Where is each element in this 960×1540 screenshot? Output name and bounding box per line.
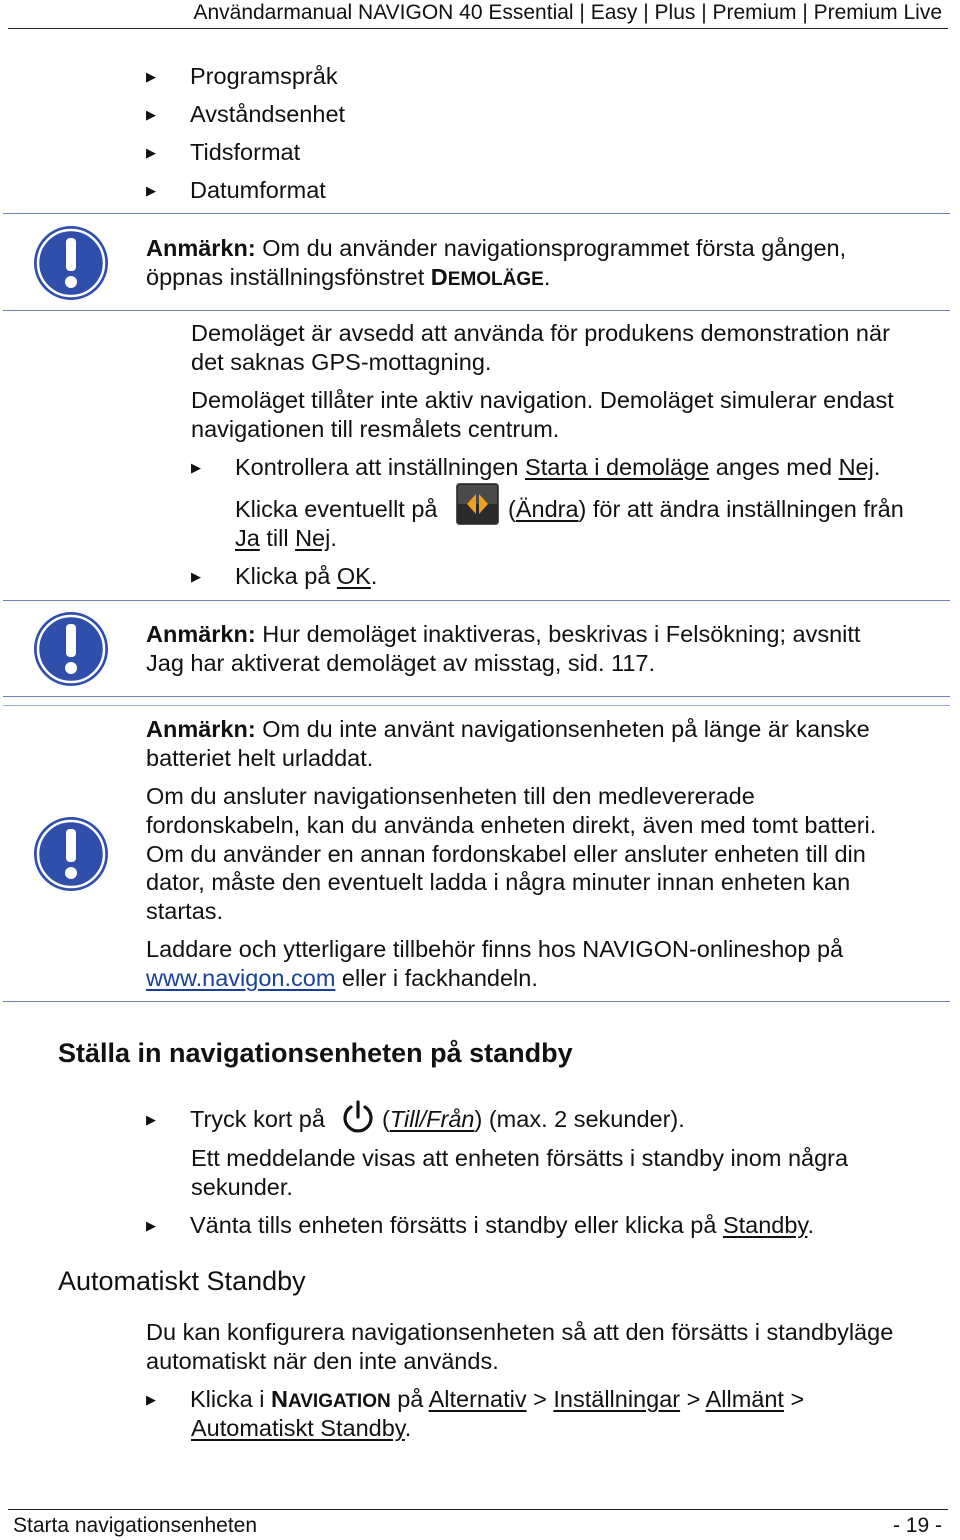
note-text: dator, måste den eventuelt ladda i några minuter innan enheten kan [146,869,851,895]
menu-path-link: Inställningar [553,1386,681,1412]
paragraph: automatiskt när den inte används. [146,1348,499,1374]
paragraph: navigationen till resmålets centrum. [191,416,560,442]
website-link[interactable]: www.navigon.com [146,965,336,991]
paragraph: (Till/Från) (max. 2 sekunder). [382,1106,685,1132]
note-divider [3,600,950,601]
exclamation-icon [32,610,110,688]
triangle-right-icon: ▶ [146,145,156,160]
paragraph: sekunder. [191,1174,293,1200]
triangle-right-icon: ▶ [146,69,156,84]
footer-section-title: Starta navigationsenheten [13,1514,258,1537]
list-item: ▶ Kontrollera att inställningen Starta i demoläge anges med Nej. [191,454,881,480]
paragraph: Ja till Nej. [235,525,337,551]
paragraph: Automatiskt Standby. [191,1415,412,1441]
change-button-label: Ändra [515,496,579,522]
triangle-right-icon: ▶ [146,1218,156,1233]
note-text: startas. [146,898,224,924]
arrows-left-right-icon [456,483,499,525]
exclamation-icon [32,815,110,893]
page-number: - 19 - [892,1514,942,1537]
note-divider [3,696,950,697]
list-item: ▶ Klicka i NAVIGATION på Alternativ > Inställningar > Allmänt > [146,1386,805,1412]
paragraph: Demoläget tillåter inte aktiv navigation. Demoläget simulerar endast [191,387,894,413]
section-heading: Ställa in navigationsenheten på standby [58,1038,573,1068]
note-text: Om du använder en annan fordonskabel eller ansluter enheten till din [146,841,866,867]
list-item: ▶ Programspråk [146,63,338,89]
note-text: Jag har aktiverat demoläget av misstag, sid. 117. [146,650,655,676]
setting-link: Starta i demoläge [525,454,710,480]
note-text: Laddare och ytterligare tillbehör finns hos NAVIGON-onlineshop på [146,936,844,962]
paragraph: Du kan konfigurera navigationsenheten så att den försätts i standbyläge [146,1319,894,1345]
note-text: Anmärkn: Om du inte använt navigationsenheten på länge är kanske [146,716,870,742]
setting-value: Ja [235,525,260,551]
paragraph: det saknas GPS-mottagning. [191,349,492,375]
note-divider [3,1001,950,1002]
triangle-right-icon: ▶ [146,1112,156,1127]
note-divider [3,310,950,311]
paragraph: (Ändra) för att ändra inställningen från [508,496,904,522]
header-rule [8,28,948,29]
exclamation-icon [32,224,110,302]
triangle-right-icon: ▶ [146,107,156,122]
note-text: www.navigon.com eller i fackhandeln. [146,965,538,991]
note-divider [3,705,950,706]
list-item: ▶ Vänta tills enheten försätts i standby eller klicka på Standby. [146,1212,814,1238]
power-button-label: Till/Från [389,1106,475,1132]
window-name: NAVIGATION [270,1386,391,1412]
page-header: Användarmanual NAVIGON 40 Essential | Easy | Plus | Premium | Premium Live [193,1,942,24]
footer-rule [8,1509,948,1510]
paragraph: Klicka eventuellt på [235,496,438,522]
paragraph: Demoläget är avsedd att använda för produkens demonstration när [191,320,890,346]
paragraph: Ett meddelande visas att enheten försätts i standby inom några [191,1145,849,1171]
menu-path-link: Alternativ [428,1386,527,1412]
setting-value: Nej [295,525,331,551]
subsection-heading: Automatiskt Standby [58,1266,306,1296]
list-item: ▶ Datumformat [146,177,326,203]
triangle-right-icon: ▶ [146,1392,156,1407]
note-text: Anmärkn: Om du använder navigationsprogrammet första gången, [146,235,847,261]
triangle-right-icon: ▶ [191,460,201,475]
window-name: DEMOLÄGE [430,264,544,290]
list-item: ▶ Klicka på OK. [191,563,378,589]
list-item: ▶ Tidsformat [146,139,301,165]
setting-value: Nej [838,454,874,480]
standby-button-label: Standby [722,1212,808,1238]
note-text: öppnas inställningsfönstret DEMOLÄGE. [146,264,551,290]
triangle-right-icon: ▶ [191,569,201,584]
note-divider [3,213,950,214]
note-text: Om du ansluter navigationsenheten till den medlevererade [146,783,755,809]
ok-button-label: OK [336,563,371,589]
note-text: Anmärkn: Hur demoläget inaktiveras, beskrivas i Felsökning; avsnitt [146,621,861,647]
list-item: ▶ Tryck kort på [146,1106,325,1132]
power-icon [340,1099,376,1135]
menu-path-link: Allmänt [705,1386,784,1412]
menu-path-link: Automatiskt Standby [191,1415,405,1441]
triangle-right-icon: ▶ [146,183,156,198]
note-text: batteriet helt urladdat. [146,745,374,771]
note-text: fordonskabeln, kan du använda enheten direkt, även med tomt batteri. [146,812,877,838]
list-item: ▶ Avståndsenhet [146,101,346,127]
